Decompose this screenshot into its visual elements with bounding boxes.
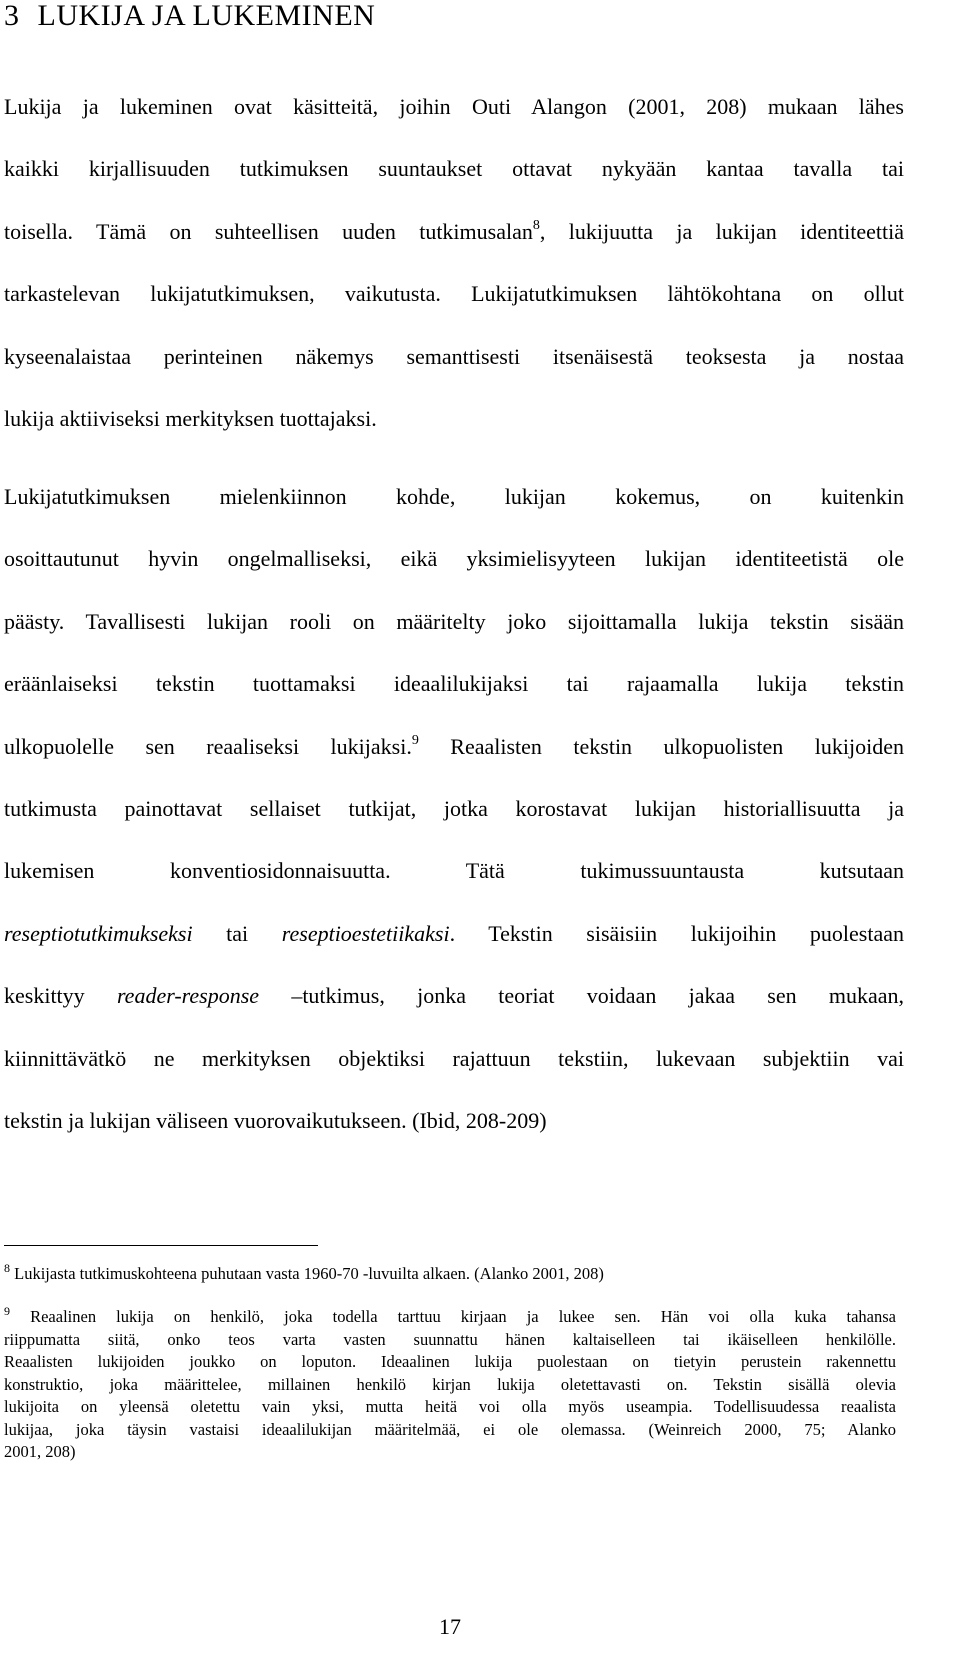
footnote-ref-8[interactable]: 8	[532, 217, 540, 233]
text-line: tekstin ja lukijan väliseen vuorovaikutukseen. (Ibid, 208-209)	[4, 1108, 547, 1134]
footnote-text: Reaalisten lukijoiden joukko on loputon. Ideaalinen lukija puolestaan on tietyin perustein rakennettu	[4, 1352, 896, 1371]
text-line: päästy. Tavallisesti lukijan rooli on määritelty joko sijoittamalla lukija tekstin sisään	[4, 608, 904, 634]
text-line: lukemisen konventiosidonnaisuutta. Tätä tukimussuuntausta kutsutaan	[4, 858, 904, 884]
footnote-text: riippumatta siitä, onko teos varta vasten suunnattu hänen kaltaiselleen tai ikäiselleen henkilölle.	[4, 1329, 896, 1349]
text-line: toisella. Tämä on suhteellisen uuden tutkimusalan$^8$, lukijuutta ja lukijan identiteettiä	[4, 217, 904, 244]
text-line: keskittyy reader-response –tutkimus, jonka teoriat voidaan jakaa sen mukaan,	[4, 983, 904, 1009]
italic-term: reseptiotutkimukseksi	[4, 920, 193, 946]
text-line: osoittautunut hyvin ongelmalliseksi, eikä yksimielisyyteen lukijan identiteetistä ole	[4, 546, 904, 572]
footnote-9	[4, 1306, 896, 1464]
footnote-marker: 9	[4, 1304, 10, 1318]
text-line: eräänlaiseksi tekstin tuottamaksi ideaalilukijaksi tai rajaamalla lukija tekstin	[4, 671, 904, 697]
footnote-text: lukijaa, joka täysin vastaisi ideaalilukijan määritelmää, ei ole olemassa. (Weinreich 2000, 75; Alanko	[4, 1419, 896, 1439]
footnote-text: Reaalinen lukija on henkilö, joka todella tarttuu kirjaan ja lukee sen. Hän voi olla kuka tahansa	[10, 1307, 896, 1326]
text-line: tutkimusta painottavat sellaiset tutkijat, jotka korostavat lukijan historiallisuutta ja	[4, 796, 904, 822]
text-line: Lukija ja lukeminen ovat käsitteitä, joihin Outi Alangon (2001, 208) mukaan lähes	[4, 94, 904, 119]
text-line: Lukijatutkimuksen mielenkiinnon kohde, lukijan kokemus, on kuitenkin	[4, 484, 904, 509]
text-line: tarkastelevan lukijatutkimuksen, vaikutusta. Lukijatutkimuksen lähtökohtana on ollut	[4, 281, 904, 307]
text-line: lukija aktiiviseksi merkityksen tuottajaksi.	[4, 406, 377, 432]
text-line: kiinnittävätkö ne merkityksen objektiksi rajattuun tekstiin, lukevaan subjektiin vai	[4, 1045, 904, 1071]
text-line: kyseenalaistaa perinteinen näkemys semanttisesti itsenäisestä teoksesta ja nostaa	[4, 343, 904, 369]
chapter-number: 3	[4, 0, 20, 32]
footnote-ref-9[interactable]: 9	[411, 732, 419, 748]
text-line: kaikki kirjallisuuden tutkimuksen suuntaukset ottavat nykyään kantaa tavalla tai	[4, 156, 904, 182]
footnote-8	[4, 1263, 896, 1286]
text-line: ulkopuolelle sen reaaliseksi lukijaksi.$^9$ Reaalisten tekstin ulkopuolisten lukijoiden	[4, 732, 904, 759]
footnote-text: Lukijasta tutkimuskohteena puhutaan vasta 1960-70 -luvuilta alkaen. (Alanko 2001, 208)	[10, 1264, 604, 1283]
footnote-text: 2001, 208)	[4, 1442, 76, 1461]
chapter-heading	[4, 0, 375, 34]
footnote-text: konstruktio, joka määrittelee, millainen henkilö kirjan lukija oletettavasti on. Tekstin sisällä olevia	[4, 1374, 896, 1394]
paragraph-2	[4, 466, 904, 1152]
italic-term: reader-response	[116, 983, 260, 1009]
page-number: 17	[439, 1614, 461, 1639]
chapter-title: LUKIJA JA LUKEMINEN	[37, 0, 376, 32]
footnote-divider	[4, 1245, 318, 1246]
footnote-text: lukijoita on yleensä oletettu vain yksi, mutta heitä voi olla myös useampia. Todellisuudessa reaalista	[4, 1397, 896, 1416]
footnote-marker: 8	[4, 1261, 10, 1275]
paragraph-1	[4, 76, 904, 450]
text-line: reseptiotutkimukseksi tai reseptioestetiikaksi. Tekstin sisäisiin lukijoihin puolestaan	[4, 920, 904, 946]
italic-term: reseptioestetiikaksi	[281, 920, 450, 946]
